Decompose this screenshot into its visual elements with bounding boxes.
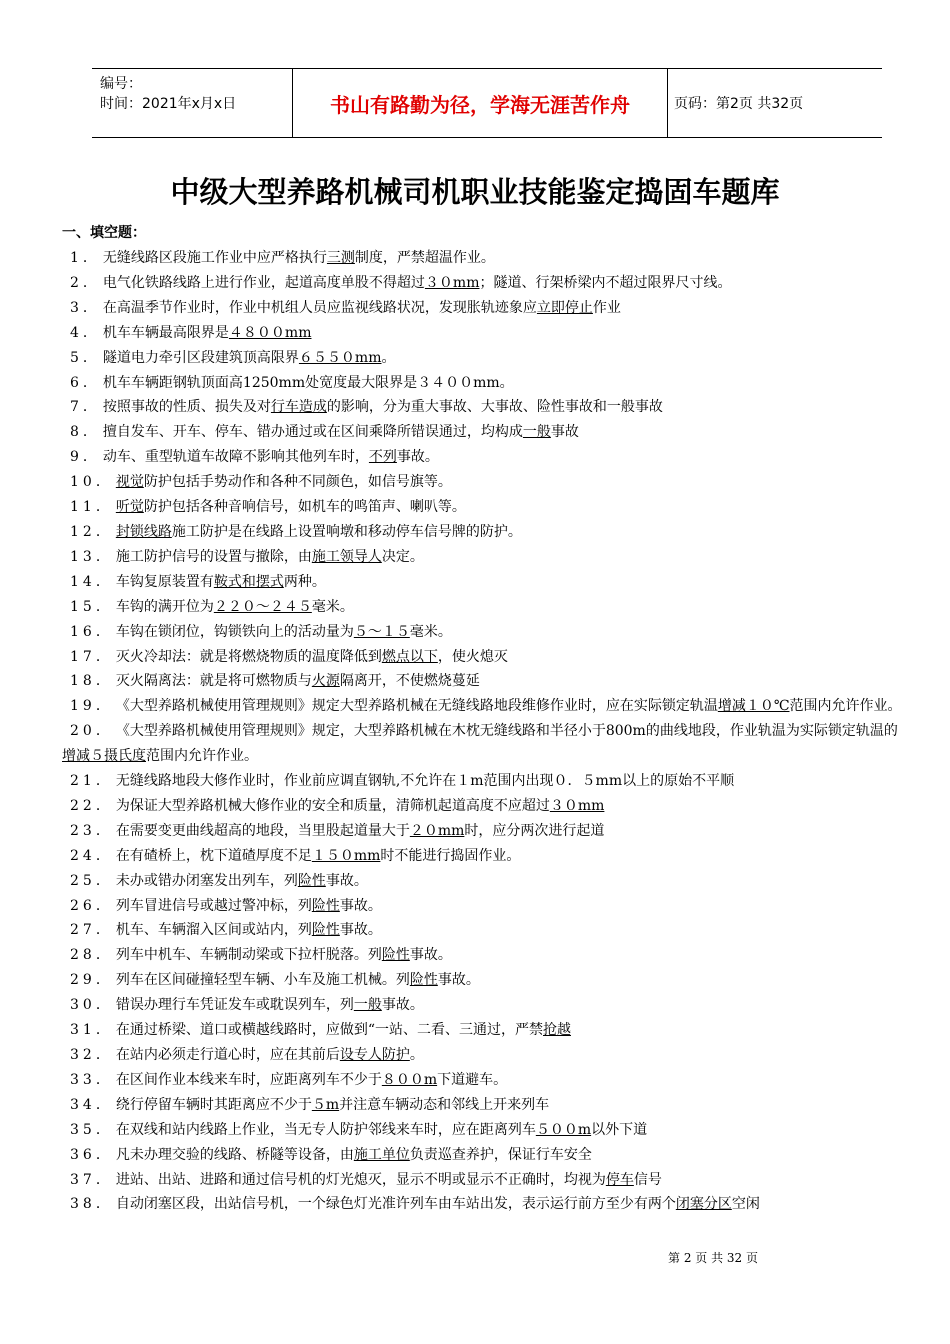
- question-answer: ５００m: [535, 1121, 592, 1138]
- question-item: [62, 1043, 908, 1068]
- question-text: 《大型养路机械使用管理规则》规定，大型养路机械在木枕无缝线路和半径小于800m的曲线地段，作业轨温为实际锁定轨温的: [115, 723, 898, 740]
- page-footer: 第 2 页 共 32 页: [668, 1251, 758, 1265]
- question-number: 29．: [70, 972, 114, 989]
- question-text-end: 时不能进行捣固作业。: [380, 847, 521, 864]
- question-item: [62, 993, 908, 1018]
- question-answer: ４８００mm: [228, 324, 312, 341]
- question-number: 38．: [70, 1196, 114, 1213]
- question-number: 30．: [70, 997, 114, 1014]
- question-answer: 一般: [522, 424, 551, 441]
- question-item: [62, 570, 908, 595]
- question-answer: ３０mm: [549, 797, 605, 814]
- question-number: 9．: [70, 449, 101, 466]
- question-answer: 立即停止: [536, 299, 593, 316]
- question-answer: 险性: [311, 922, 340, 939]
- document-time: 时间：2021年x月x日: [100, 96, 237, 112]
- question-item: [62, 545, 908, 570]
- question-text: 未办或错办闭塞发出列车，列: [115, 872, 298, 889]
- question-text: 在通过桥梁、道口或横越线路时，应做到“一站、二看、三通过，严禁: [115, 1022, 543, 1039]
- question-number: 8．: [70, 424, 101, 441]
- question-text-end: ；隧道、行架桥梁内不超过限界尺寸线。: [479, 274, 732, 291]
- question-text: 错误办理行车凭证发车或耽误列车，列: [115, 997, 354, 1014]
- question-answer: 一般: [353, 997, 382, 1014]
- question-answer: ２２０～２４５: [213, 598, 312, 615]
- question-text: 列车中机车、车辆制动梁或下拉杆脱落。列: [115, 947, 382, 964]
- question-item: [62, 894, 908, 919]
- question-item: [62, 819, 908, 844]
- question-item: [62, 844, 908, 869]
- question-text-end: 防护包括各种音响信号，如机车的鸣笛声、喇叭等。: [143, 499, 466, 516]
- question-number: 27．: [70, 922, 114, 939]
- question-text-end: 并注意车辆动态和邻线上开来列车: [339, 1096, 550, 1113]
- question-item: [62, 271, 908, 296]
- question-number: 23．: [70, 822, 114, 839]
- question-number: 20．: [70, 723, 114, 740]
- question-text-end: 范围内允许作业。: [789, 698, 902, 715]
- question-number: 7．: [70, 399, 101, 416]
- question-text-end: 隔离开，不使燃烧蔓延: [339, 673, 480, 690]
- question-answer: 闭塞分区: [675, 1196, 732, 1213]
- question-answer: ２０mm: [409, 822, 465, 839]
- question-answer: ８００m: [381, 1071, 438, 1088]
- question-item: [62, 694, 908, 719]
- question-answer: 三测: [326, 250, 355, 266]
- question-item: [62, 246, 908, 271]
- question-number: 36．: [70, 1146, 114, 1163]
- question-number: 5．: [70, 349, 101, 366]
- question-number: 24．: [70, 847, 114, 864]
- question-number: 11．: [70, 499, 114, 516]
- question-number: 26．: [70, 897, 114, 914]
- question-text: 按照事故的性质、损失及对: [102, 399, 271, 416]
- question-text: 灭火隔离法：就是将可燃物质与: [115, 673, 312, 690]
- question-text: 机车车辆最高限界是: [102, 324, 229, 341]
- question-text: 施工防护信号的设置与撤除，由: [115, 548, 312, 565]
- question-text: 绕行停留车辆时其距离应不少于: [115, 1096, 312, 1113]
- question-text-end: 事故。: [396, 449, 439, 466]
- question-number: 32．: [70, 1047, 114, 1063]
- question-item: [62, 1143, 908, 1168]
- question-number: 19．: [70, 698, 114, 715]
- question-number: 12．: [70, 523, 114, 540]
- question-text-end: 事故。: [437, 972, 480, 989]
- question-text: 无缝线路区段施工作业中应严格执行: [102, 250, 327, 266]
- question-text-end: 施工防护是在线路上设置响墩和移动停车信号牌的防护。: [171, 523, 522, 540]
- question-text-end: 两种。: [283, 573, 326, 590]
- question-answer: ５m: [311, 1096, 340, 1113]
- question-text: 擅自发车、开车、停车、错办通过或在区间乘降所错误通过，均构成: [102, 424, 523, 441]
- question-text-end: 事故。: [409, 947, 452, 964]
- question-text: 自动闭塞区段，出站信号机，一个绿色灯光准许列车由车站出发，表示运行前方至少有两个: [115, 1196, 676, 1213]
- question-item: [62, 869, 908, 894]
- question-item: [62, 794, 908, 819]
- question-text: 为保证大型养路机械大修作业的安全和质量，清筛机起道高度不应超过: [115, 797, 550, 814]
- question-answer: ３０mm: [424, 274, 480, 291]
- question-item: [62, 1093, 908, 1118]
- question-text-end: 的影响，分为重大事故、大事故、险性事故和一般事故: [326, 399, 663, 416]
- question-answer: 抢越: [542, 1022, 571, 1039]
- question-text: 电气化铁路线路上进行作业，起道高度单股不得超过: [102, 274, 425, 291]
- question-text-end: 事故。: [325, 872, 368, 889]
- question-number: 33．: [70, 1071, 114, 1088]
- question-text: 机车、车辆溜入区间或站内，列: [115, 922, 312, 939]
- question-answer: 视觉: [115, 474, 144, 491]
- question-text-end: 空闲: [731, 1196, 760, 1213]
- question-text-end: 作业: [592, 299, 621, 316]
- question-text: 在双线和站内线路上作业，当无专人防护邻线来车时，应在距离列车: [115, 1121, 536, 1138]
- question-text-end: 事故。: [339, 897, 382, 914]
- question-answer: ５～１５: [353, 623, 410, 640]
- question-text: 在区间作业本线来车时，应距离列车不少于: [115, 1071, 382, 1088]
- question-answer: 行车造成: [270, 399, 327, 416]
- question-item: [62, 595, 908, 620]
- question-number: 35．: [70, 1121, 114, 1138]
- question-answer: 增减１０℃: [717, 698, 790, 715]
- question-text: 车钩在锁闭位，钩锁铁向上的活动量为: [115, 623, 354, 640]
- question-item: [62, 495, 908, 520]
- question-list: [62, 246, 908, 1217]
- question-answer: 险性: [311, 897, 340, 914]
- question-item: [62, 968, 908, 993]
- question-number: 14．: [70, 573, 114, 590]
- question-item: [62, 420, 908, 445]
- question-text: 列车在区间碰撞轻型车辆、小车及施工机械。列: [115, 972, 410, 989]
- header-motto: 书山有路勤为径，学海无涯苦作舟: [292, 69, 668, 137]
- question-number: 4．: [70, 324, 101, 341]
- question-text: 进站、出站、进路和通过信号机的灯光熄灭，显示不明或显示不正确时，均视为: [115, 1171, 606, 1188]
- question-text: 《大型养路机械使用管理规则》规定大型养路机械在无缝线路地段维修作业时，应在实际锁定轨温: [115, 698, 718, 715]
- question-item: [62, 719, 908, 769]
- question-text: 动车、重型轨道车故障不影响其他列车时，: [102, 449, 369, 466]
- question-answer: 不列: [368, 449, 397, 466]
- question-answer: 火源: [311, 673, 340, 690]
- question-answer: 停车: [605, 1171, 634, 1188]
- question-text: 在需要变更曲线超高的地段，当里股起道量大于: [115, 822, 410, 839]
- question-item: [62, 1192, 908, 1217]
- question-number: 18．: [70, 673, 114, 690]
- question-text: 无缝线路地段大修作业时，作业前应调直钢轨,不允许在１m范围内出现０．５mm以上的原始不平顺: [115, 773, 735, 790]
- question-answer: １５０mm: [311, 847, 381, 864]
- question-number: 6．: [70, 374, 101, 391]
- question-answer: 施工单位: [353, 1146, 410, 1163]
- header-meta: [92, 69, 292, 137]
- question-item: [62, 1018, 908, 1043]
- question-text-end: 负责巡查养护，保证行车安全: [409, 1146, 592, 1163]
- question-item: [62, 1068, 908, 1093]
- question-text-end: 决定。: [381, 548, 424, 565]
- question-text-end: 时，应分两次进行起道: [464, 822, 605, 839]
- question-answer: 险性: [297, 872, 326, 889]
- question-number: 16．: [70, 623, 114, 640]
- question-text-end: 毫米。: [409, 623, 452, 640]
- question-text-end: 事故。: [339, 922, 382, 939]
- question-answer: 燃点以下: [381, 648, 438, 665]
- question-text: 隧道电力牵引区段建筑顶高限界: [102, 349, 299, 366]
- question-text: 凡未办理交验的线路、桥隧等设备，由: [115, 1146, 354, 1163]
- question-text-end: 信号: [633, 1171, 662, 1188]
- question-item: [62, 769, 908, 794]
- question-number: 21．: [70, 773, 114, 790]
- question-text: 车钩的满开位为: [115, 598, 214, 615]
- question-item: [62, 470, 908, 495]
- question-answer: 鞍式和摆式: [213, 573, 284, 590]
- question-number: 13．: [70, 548, 114, 565]
- question-text-end: 范围内允许作业。: [146, 748, 258, 765]
- question-answer: 封锁线路: [115, 523, 172, 540]
- question-answer: 险性: [409, 972, 438, 989]
- question-text: 在有碴桥上，枕下道碴厚度不足: [115, 847, 312, 864]
- question-answer: 听觉: [115, 499, 144, 516]
- question-text: 灭火冷却法：就是将燃烧物质的温度降低到: [115, 648, 382, 665]
- document-number: 编号：: [100, 76, 142, 92]
- question-number: 25．: [70, 872, 114, 889]
- question-answer: 设专人防护: [339, 1047, 410, 1063]
- question-text: 在高温季节作业时，作业中机组人员应监视线路状况，发现胀轨迹象应: [102, 299, 537, 316]
- question-text-end: 防护包括手势动作和各种不同颜色，如信号旗等。: [143, 474, 452, 491]
- question-text: 在站内必须走行道心时，应在其前后: [115, 1047, 340, 1063]
- question-text-end: 下道避车。: [437, 1071, 508, 1088]
- question-answer: 险性: [381, 947, 410, 964]
- question-text-end: 毫米。: [311, 598, 354, 615]
- question-item: [62, 445, 908, 470]
- question-item: [62, 371, 908, 396]
- question-item: [62, 943, 908, 968]
- question-item: [62, 1168, 908, 1193]
- question-text-end: 事故: [550, 424, 579, 441]
- question-item: [62, 645, 908, 670]
- question-text-end: 。: [381, 349, 396, 366]
- header-table: [92, 68, 882, 138]
- question-text-end: 以外下道: [591, 1121, 648, 1138]
- question-number: 17．: [70, 648, 114, 665]
- question-item: [62, 520, 908, 545]
- question-text-end: ，使火熄灭: [437, 648, 508, 665]
- question-number: 34．: [70, 1096, 114, 1113]
- question-item: [62, 296, 908, 321]
- question-text: 列车冒进信号或越过警冲标，列: [115, 897, 312, 914]
- question-item: [62, 1118, 908, 1143]
- question-answer: ６５５０mm: [298, 349, 382, 366]
- question-answer: 增减５摄氏度: [62, 748, 146, 765]
- question-text-end: 。: [409, 1047, 424, 1063]
- question-number: 10．: [70, 474, 114, 491]
- question-text: 机车车辆距钢轨顶面高1250mm处宽度最大限界是３４００mm。: [102, 374, 514, 391]
- header-page-info: 页码：第2页 共32页: [674, 96, 804, 112]
- question-number: 22．: [70, 797, 114, 814]
- question-number: 37．: [70, 1171, 114, 1188]
- question-number: 31．: [70, 1022, 114, 1039]
- question-item: [62, 918, 908, 943]
- question-number: 2．: [70, 274, 101, 291]
- question-answer: 施工领导人: [311, 548, 382, 565]
- question-item: [62, 321, 908, 346]
- question-number: 28．: [70, 947, 114, 964]
- question-number: 15．: [70, 598, 114, 615]
- section-title: 一、填空题：: [62, 225, 146, 241]
- question-number: 3．: [70, 299, 101, 316]
- question-text-end: 制度，严禁超温作业。: [354, 250, 495, 266]
- question-item: [62, 620, 908, 645]
- question-text: 车钩复原装置有: [115, 573, 214, 590]
- question-item: [62, 669, 908, 694]
- question-item: [62, 395, 908, 420]
- page-title: 中级大型养路机械司机职业技能鉴定捣固车题库: [170, 175, 780, 209]
- question-number: 1．: [70, 250, 101, 266]
- question-item: [62, 346, 908, 371]
- question-text-end: 事故。: [381, 997, 424, 1014]
